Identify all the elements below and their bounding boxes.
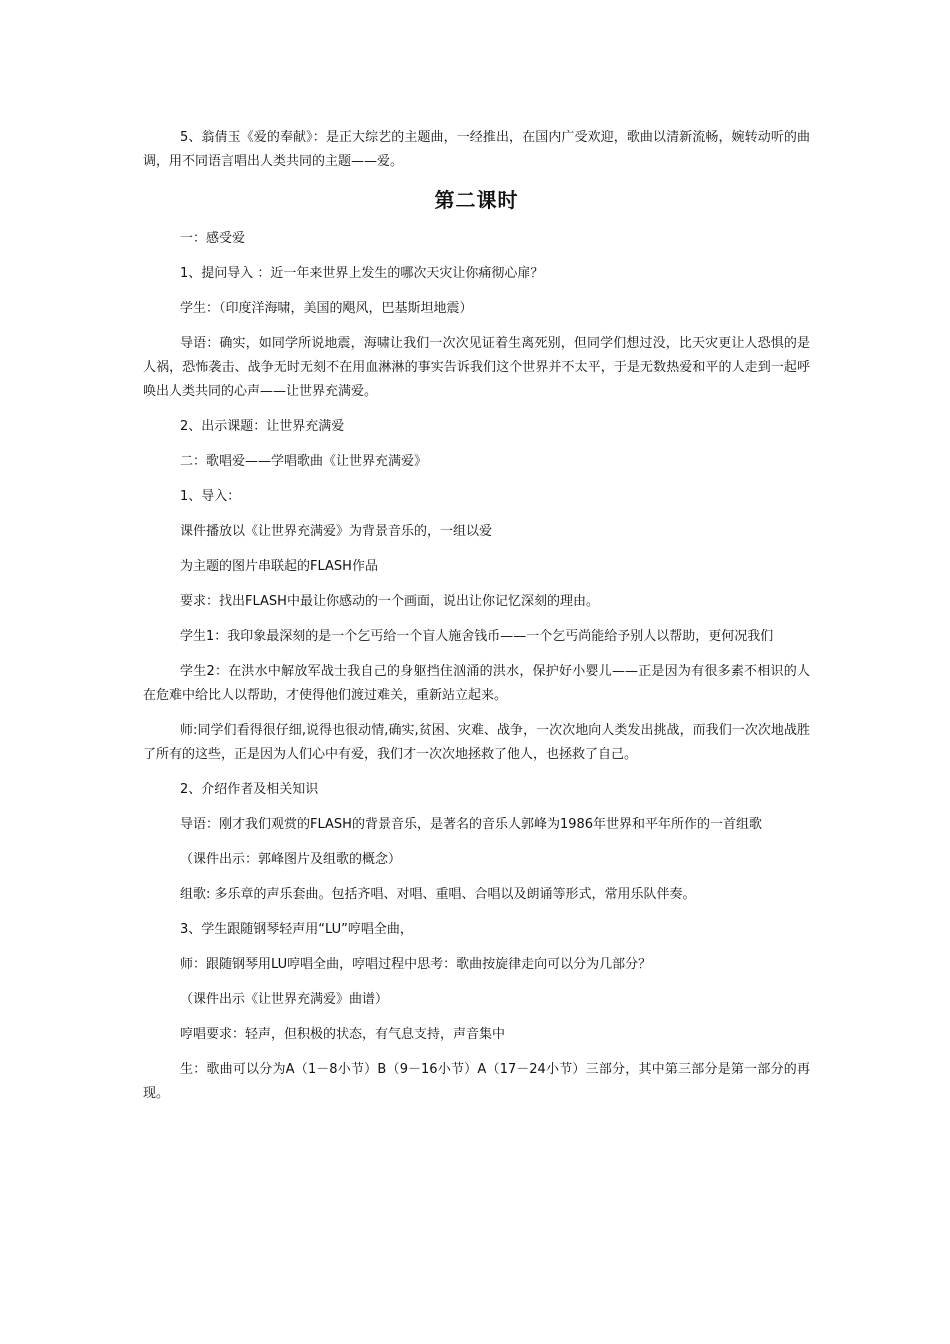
- courseware-line-1: 课件播放以《让世界充满爱》为背景音乐的，一组以爱: [180, 524, 493, 539]
- student-1-answer: 学生1：我印象最深刻的是一个乞丐给一个盲人施舍钱币——一个乞丐尚能给予别人以帮助，更何况我们: [180, 629, 774, 644]
- intro-step: 1、导入：: [180, 489, 241, 504]
- requirement: 要求：找出FLASH中最让你感动的一个画面，说出让你记忆深刻的理由。: [180, 594, 599, 609]
- show-topic: 2、出示课题：让世界充满爱: [180, 419, 345, 434]
- student-2-answer: 学生2：在洪水中解放军战士我自己的身躯挡住汹涌的洪水，保护好小婴儿——正是因为有很多素不相识的人在危难中给比人以帮助，才使得他们渡过难关，重新站立起来。: [143, 664, 810, 703]
- document-page: [143, 126, 810, 1117]
- author-intro-heading: 2、介绍作者及相关知识: [180, 782, 319, 797]
- courseware-score: （课件出示《让世界充满爱》曲谱）: [180, 992, 389, 1007]
- section-heading-feel-love: 一：感受爱: [180, 231, 246, 246]
- courseware-line-2: 为主题的图片串联起的FLASH作品: [180, 559, 378, 574]
- suite-definition: 组歌: 多乐章的声乐套曲。包括齐唱、对唱、重唱、合唱以及朗诵等形式，常用乐队伴奏。: [180, 887, 696, 902]
- hum-requirement: 哼唱要求：轻声，但积极的状态，有气息支持，声音集中: [180, 1027, 506, 1042]
- lesson-title: 第二课时: [434, 188, 519, 212]
- courseware-guofeng: （课件出示：郭峰图片及组歌的概念）: [180, 852, 402, 867]
- teacher-summary: 师:同学们看得很仔细,说得也很动情,确实,贫困、灾难、战争，一次次地向人类发出挑战，而我们一次次地战胜了所有的这些，正是因为人们心中有爱，我们才一次次地拯救了他人，也拯救了自己。: [143, 723, 810, 762]
- intro-paragraph: 5、翁倩玉《爱的奉献》：是正大综艺的主题曲，一经推出，在国内广受欢迎，歌曲以清新流畅，婉转动听的曲调，用不同语言唱出人类共同的主题——爱。: [143, 130, 810, 169]
- hum-step: 3、学生跟随钢琴轻声用“LU”哼唱全曲，: [180, 922, 413, 937]
- guide-background-music: 导语：刚才我们观赏的FLASH的背景音乐，是著名的音乐人郭峰为1986年世界和平年所作的一首组歌: [180, 817, 763, 832]
- student-structure-answer: 生：歌曲可以分为A（1－8小节）B（9－16小节）A（17－24小节）三部分，其中第三部分是第一部分的再现。: [143, 1062, 810, 1101]
- teacher-hum-instruction: 师：跟随钢琴用LU哼唱全曲，哼唱过程中思考：歌曲按旋律走向可以分为几部分？: [180, 957, 652, 972]
- question-intro: 1、提问导入 ：近一年来世界上发生的哪次天灾让你痛彻心扉？: [180, 266, 544, 281]
- student-answer: 学生：（印度洋海啸，美国的飓风，巴基斯坦地震）: [180, 301, 473, 316]
- guide-paragraph: 导语：确实，如同学所说地震，海啸让我们一次次见证着生离死别，但同学们想过没，比天灾更让人恐惧的是人祸，恐怖袭击、战争无时无刻不在用血淋淋的事实告诉我们这个世界并不太平，于是无数热爱和平的人走到一起呼唤出人类共同的心声——让世界充满爱。: [143, 336, 810, 399]
- section-heading-sing-love: 二：歌唱爱——学唱歌曲《让世界充满爱》: [180, 454, 428, 469]
